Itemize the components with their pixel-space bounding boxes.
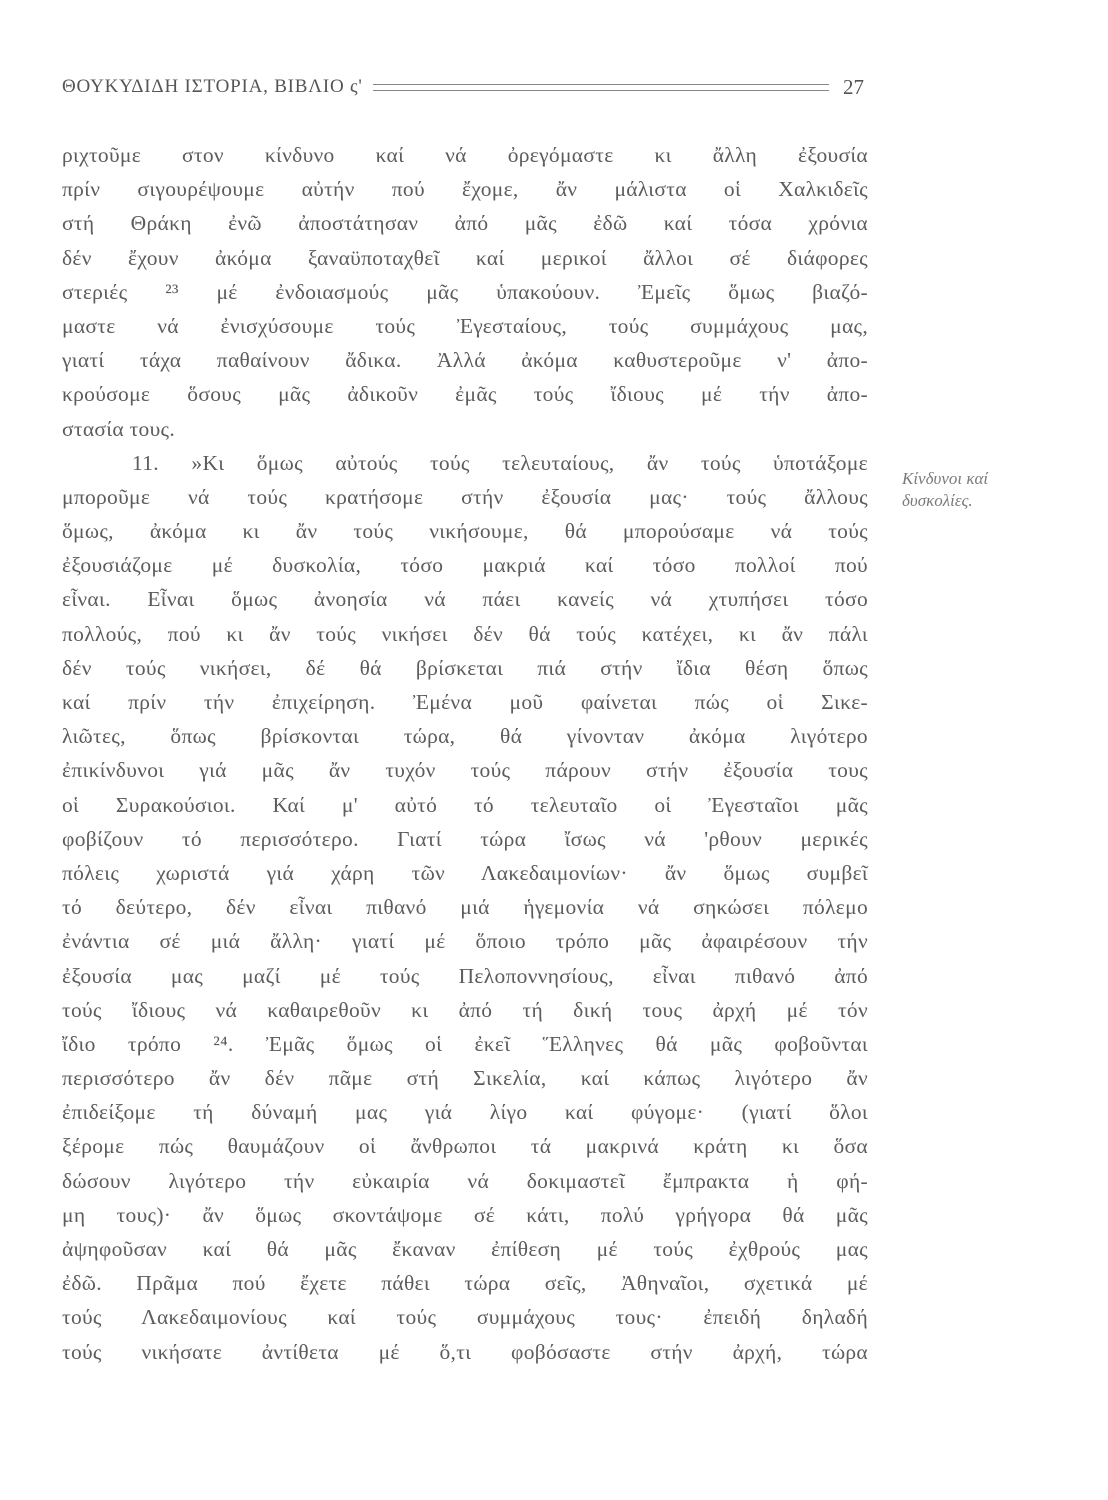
text-line: στασία τους.	[62, 416, 176, 441]
running-header	[62, 72, 864, 102]
text-line: τό δεύτερο, δέν εἶναι πιθανό μιά ἡγεμονία νά σηκώσει πόλεμο	[62, 895, 868, 920]
text-line: ἐξουσία μας μαζί μέ τούς Πελοποννησίους, εἶναι πιθανό ἀπό	[62, 963, 868, 988]
text-line: ἴδιο τρόπο ²⁴. Ἐμᾶς ὅμως οἱ ἐκεῖ Ἕλληνες θά μᾶς φοβοῦνται	[62, 1031, 868, 1056]
text-line: τούς νικήσατε ἀντίθετα μέ ὅ,τι φοβόσαστε στήν ἀρχή, τώρα	[62, 1339, 868, 1364]
text-line: πόλεις χωριστά γιά χάρη τῶν Λακεδαιμονίων· ἄν ὅμως συμβεῖ	[62, 860, 868, 885]
running-head-title: ΘΟΥΚΥΔΙΔΗ ΙΣΤΟΡΙΑ, ΒΙΒΛΙΟ ς'	[62, 76, 363, 97]
header-rule	[373, 84, 829, 91]
text-line: κρούσομε ὅσους μᾶς ἀδικοῦν ἐμᾶς τούς ἴδιους μέ τήν ἀπο-	[62, 382, 868, 407]
text-line: τούς ἴδιους νά καθαιρεθοῦν κι ἀπό τή δική τους ἀρχή μέ τόν	[62, 997, 868, 1022]
text-line: ἐδῶ. Πρᾶμα πού ἔχετε πάθει τώρα σεῖς, Ἀθηναῖοι, σχετικά μέ	[62, 1271, 868, 1296]
text-line: πρίν σιγουρέψουμε αὐτήν πού ἔχομε, ἄν μάλιστα οἱ Χαλκιδεῖς	[62, 177, 868, 202]
text-line: ὅμως, ἀκόμα κι ἄν τούς νικήσουμε, θά μπορούσαμε νά τούς	[62, 519, 868, 544]
text-line: ριχτοῦμε στον κίνδυνο καί νά ὀρεγόμαστε κι ἄλλη ἐξουσία	[62, 143, 868, 167]
text-line: καί πρίν τήν ἐπιχείρηση. Ἐμένα μοῦ φαίνεται πώς οἱ Σικε-	[62, 690, 868, 714]
text-line: ἐξουσιάζομε μέ δυσκολία, τόσο μακριά καί τόσο πολλοί πού	[62, 553, 868, 578]
text-line: μποροῦμε νά τούς κρατήσομε στήν ἐξουσία μας· τούς ἄλλους	[62, 484, 868, 509]
text-line: στή Θράκη ἐνῶ ἀποστάτησαν ἀπό μᾶς ἐδῶ καί τόσα χρόνια	[62, 211, 868, 236]
text-line: οἱ Συρακούσιοι. Καί μ' αὐτό τό τελευταῖο οἱ Ἐγεσταῖοι μᾶς	[62, 792, 868, 817]
text-line: φοβίζουν τό περισσότερο. Γιατί τώρα ἴσως νά 'ρθουν μερικές	[62, 826, 868, 851]
text-line: δώσουν λιγότερο τήν εὐκαιρία νά δοκιμαστεῖ ἔμπρακτα ἡ φή-	[62, 1168, 868, 1193]
text-line: δέν τούς νικήσει, δέ θά βρίσκεται πιά στήν ἴδια θέση ὅπως	[62, 655, 868, 680]
text-line: ἐπιδείξομε τή δύναμή μας γιά λίγο καί φύγομε· (γιατί ὅλοι	[62, 1100, 868, 1125]
text-line: ἐνάντια σέ μιά ἄλλη· γιατί μέ ὅποιο τρόπο μᾶς ἀφαιρέσουν τήν	[62, 929, 868, 954]
margin-note-line: δυσκολίες.	[902, 491, 973, 510]
text-line: ἀψηφοῦσαν καί θά μᾶς ἔκαναν ἐπίθεση μέ τούς ἐχθρούς μας	[62, 1237, 868, 1261]
text-line: εἶναι. Εἶναι ὅμως ἀνοησία νά πάει κανείς νά χτυπήσει τόσο	[62, 587, 868, 612]
text-line: ἐπικίνδυνοι γιά μᾶς ἄν τυχόν τούς πάρουν στήν ἐξουσία τους	[62, 758, 868, 783]
text-line: γιατί τάχα παθαίνουν ἄδικα. Ἀλλά ἀκόμα καθυστεροῦμε ν' ἀπο-	[62, 348, 868, 373]
section-11-start: 11. »Κι ὅμως αὐτούς τούς τελευταίους, ἄν τούς ὑποτάξομε	[132, 450, 868, 475]
page-number: 27	[843, 74, 864, 99]
text-line: λιῶτες, ὅπως βρίσκονται τώρα, θά γίνονταν ἀκόμα λιγότερο	[62, 724, 868, 749]
margin-note	[902, 468, 1052, 512]
text-line: μαστε νά ἐνισχύσουμε τούς Ἐγεσταίους, τούς συμμάχους μας,	[62, 313, 868, 338]
text-line: μη τους)· ἄν ὅμως σκοντάψομε σέ κάτι, πολύ γρήγορα θά μᾶς	[62, 1202, 868, 1227]
text-line: περισσότερο ἄν δέν πᾶμε στή Σικελία, καί κάπως λιγότερο ἄν	[62, 1066, 868, 1091]
text-line: τούς Λακεδαιμονίους καί τούς συμμάχους τους· ἐπειδή δηλαδή	[62, 1305, 868, 1330]
margin-note-line: Κίνδυνοι καί	[902, 469, 989, 488]
body-text	[62, 138, 868, 1369]
text-line: στεριές ²³ μέ ἐνδοιασμούς μᾶς ὑπακούουν. Ἐμεῖς ὅμως βιαζό-	[62, 279, 868, 304]
text-line: πολλούς, πού κι ἄν τούς νικήσει δέν θά τούς κατέχει, κι ἄν πάλι	[62, 621, 868, 646]
text-line: δέν ἔχουν ἀκόμα ξαναϋποταχθεῖ καί μερικοί ἄλλοι σέ διάφορες	[62, 245, 868, 270]
text-line: ξέρομε πώς θαυμάζουν οἱ ἄνθρωποι τά μακρινά κράτη κι ὅσα	[62, 1134, 868, 1159]
